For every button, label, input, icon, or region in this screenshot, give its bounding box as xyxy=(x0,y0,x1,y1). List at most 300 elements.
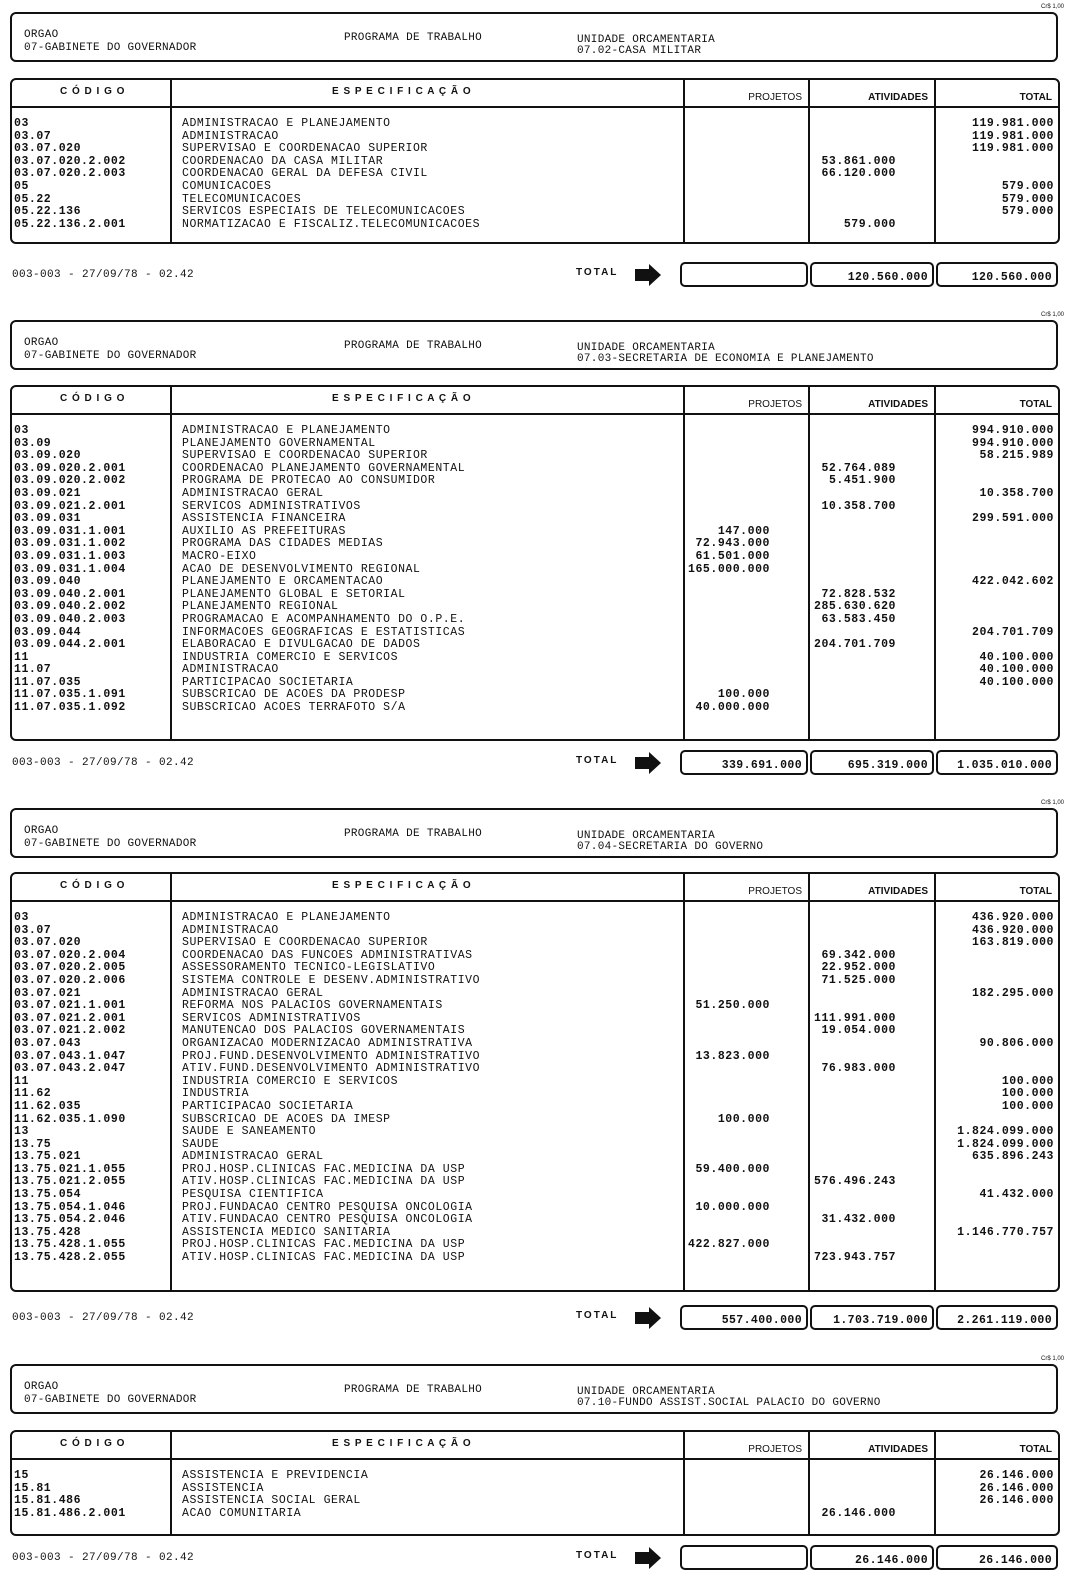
table-row xyxy=(12,627,1058,640)
table-row xyxy=(12,488,1058,501)
row-code: 03.07.020.2.003 xyxy=(14,167,126,181)
row-total: 994.910.000 xyxy=(972,436,1054,450)
total-projetos: 339.691.000 xyxy=(680,750,808,775)
row-specification: SERVICOS ADMINISTRATIVOS xyxy=(182,1011,361,1025)
table-row xyxy=(12,1013,1058,1026)
unidade-label: UNIDADE ORCAMENTARIA xyxy=(577,830,716,842)
table-row xyxy=(12,1214,1058,1227)
row-code: 15 xyxy=(14,1469,29,1482)
row-projetos: 165.000.000 xyxy=(688,562,770,576)
row-atividades: 71.525.000 xyxy=(821,973,896,987)
row-atividades: 576.496.243 xyxy=(814,1175,896,1189)
table-row xyxy=(12,1151,1058,1164)
table-header xyxy=(12,80,1058,108)
row-code: 03.07 xyxy=(14,129,52,143)
header-projetos: PROJETOS xyxy=(748,1444,802,1455)
row-specification: ASSISTENCIA MEDICO SANITARIA xyxy=(182,1225,391,1239)
footer-total-label: TOTAL xyxy=(576,755,619,766)
row-code: 13.75.428 xyxy=(14,1225,82,1239)
arrow-right-icon xyxy=(635,1307,661,1329)
row-specification: ADMINISTRACAO xyxy=(182,663,279,677)
row-code: 11.62 xyxy=(14,1087,52,1101)
row-code: 03.09.040.2.002 xyxy=(14,600,126,614)
row-specification: SUBSCRICAO DE ACOES DA IMESP xyxy=(182,1112,391,1126)
orgao-label: ORGAO xyxy=(24,1381,59,1393)
row-code: 11.07.035.1.091 xyxy=(14,688,126,702)
unidade-label: UNIDADE ORCAMENTARIA xyxy=(577,342,716,354)
row-code: 11 xyxy=(14,650,29,664)
row-code: 03 xyxy=(14,424,29,437)
total-footer xyxy=(0,750,1078,776)
row-code: 03.09.031.1.001 xyxy=(14,524,126,538)
table-row xyxy=(12,1164,1058,1177)
header-especificacao: E S P E C I F I C A Ç Ã O xyxy=(332,1438,472,1449)
currency-label: Cr$ 1,00 xyxy=(1040,800,1064,806)
header-atividades: ATIVIDADES xyxy=(868,1444,928,1455)
row-specification: INDUSTRIA xyxy=(182,1087,250,1101)
row-code: 03.09.021 xyxy=(14,486,82,500)
row-total: 40.100.000 xyxy=(979,663,1054,677)
row-projetos: 10.000.000 xyxy=(695,1200,770,1214)
row-atividades: 63.583.450 xyxy=(821,612,896,626)
row-total: 90.806.000 xyxy=(979,1036,1054,1050)
table-row xyxy=(12,601,1058,614)
row-code: 03.07.020.2.006 xyxy=(14,973,126,987)
row-specification: PLANEJAMENTO REGIONAL xyxy=(182,600,339,614)
row-specification: ATIV.HOSP.CLINICAS FAC.MEDICINA DA USP xyxy=(182,1251,466,1265)
row-projetos: 59.400.000 xyxy=(695,1162,770,1176)
row-code: 13.75.428.1.055 xyxy=(14,1238,126,1252)
footer-date: 003-003 - 27/09/78 - 02.42 xyxy=(12,269,195,281)
row-code: 03.07.020.2.002 xyxy=(14,154,126,168)
row-code: 05 xyxy=(14,179,29,193)
row-total: 579.000 xyxy=(1001,192,1054,206)
row-atividades: 53.861.000 xyxy=(821,154,896,168)
row-atividades: 723.943.757 xyxy=(814,1251,896,1265)
row-code: 03 xyxy=(14,911,29,924)
row-atividades: 5.451.900 xyxy=(828,474,896,488)
table-row xyxy=(12,513,1058,526)
row-specification: ADMINISTRACAO E PLANEJAMENTO xyxy=(182,424,391,437)
row-total: 579.000 xyxy=(1001,179,1054,193)
row-specification: ELABORACAO E DIVULGACAO DE DADOS xyxy=(182,638,421,652)
row-total: 436.920.000 xyxy=(972,911,1054,924)
table-row xyxy=(12,181,1058,194)
row-code: 03 xyxy=(14,117,29,130)
table-header xyxy=(12,874,1058,902)
row-code: 13.75.428.2.055 xyxy=(14,1251,126,1265)
table-row xyxy=(12,206,1058,219)
table-row xyxy=(12,1114,1058,1127)
row-total: 299.591.000 xyxy=(972,512,1054,526)
row-specification: ATIV.HOSP.CLINICAS FAC.MEDICINA DA USP xyxy=(182,1175,466,1189)
table-row xyxy=(12,589,1058,602)
row-code: 11.62.035.1.090 xyxy=(14,1112,126,1126)
row-specification: TELECOMUNICACOES xyxy=(182,192,302,206)
row-code: 11 xyxy=(14,1074,29,1088)
total-atividades: 26.146.000 xyxy=(810,1545,934,1570)
row-total: 40.100.000 xyxy=(979,650,1054,664)
row-code: 11.07.035.1.092 xyxy=(14,701,126,715)
table-row xyxy=(12,156,1058,169)
table-row xyxy=(12,438,1058,451)
row-total: 163.819.000 xyxy=(972,936,1054,950)
programa-label: PROGRAMA DE TRABALHO xyxy=(344,828,483,840)
row-code: 13.75.021.1.055 xyxy=(14,1162,126,1176)
row-total: 100.000 xyxy=(1001,1099,1054,1113)
table-body xyxy=(12,118,1058,231)
row-atividades: 69.342.000 xyxy=(821,948,896,962)
table-row xyxy=(12,564,1058,577)
row-atividades: 26.146.000 xyxy=(821,1506,896,1520)
total-total: 2.261.119.000 xyxy=(936,1305,1058,1330)
header-total: TOTAL xyxy=(1019,399,1052,410)
row-specification: PESQUISA CIENTIFICA xyxy=(182,1188,324,1202)
header-codigo: C Ó D I G O xyxy=(60,393,126,404)
row-projetos: 40.000.000 xyxy=(695,701,770,715)
row-total: 1.146.770.757 xyxy=(957,1225,1054,1239)
table-row xyxy=(12,194,1058,207)
row-specification: PLANEJAMENTO E ORCAMENTACAO xyxy=(182,575,384,589)
row-code: 03.07.020.2.005 xyxy=(14,961,126,975)
table-header xyxy=(12,387,1058,415)
table-row xyxy=(12,937,1058,950)
orgao-value: 07-GABINETE DO GOVERNADOR xyxy=(24,350,197,362)
row-specification: NORMATIZACAO E FISCALIZ.TELECOMUNICACOES xyxy=(182,217,481,231)
row-total: 40.100.000 xyxy=(979,675,1054,689)
row-code: 03.09.044.2.001 xyxy=(14,638,126,652)
row-total: 635.896.243 xyxy=(972,1150,1054,1164)
row-specification: MANUTENCAO DOS PALACIOS GOVERNAMENTAIS xyxy=(182,1024,466,1038)
table-row xyxy=(12,652,1058,665)
table-row xyxy=(12,950,1058,963)
row-code: 05.22.136 xyxy=(14,205,82,219)
row-projetos: 51.250.000 xyxy=(695,999,770,1013)
unidade-value: 07.04-SECRETARIA DO GOVERNO xyxy=(577,841,764,853)
row-specification: SISTEMA CONTROLE E DESENV.ADMINISTRATIVO xyxy=(182,973,481,987)
footer-date: 003-003 - 27/09/78 - 02.42 xyxy=(12,1552,195,1564)
budget-table xyxy=(10,872,1060,1292)
footer-total-label: TOTAL xyxy=(576,267,619,278)
table-row xyxy=(12,168,1058,181)
row-code: 03.07.043.1.047 xyxy=(14,1049,126,1063)
programa-label: PROGRAMA DE TRABALHO xyxy=(344,340,483,352)
row-projetos: 422.827.000 xyxy=(688,1238,770,1252)
table-row xyxy=(12,1088,1058,1101)
row-specification: PLANEJAMENTO GLOBAL E SETORIAL xyxy=(182,587,406,601)
unidade-label: UNIDADE ORCAMENTARIA xyxy=(577,34,716,46)
table-row xyxy=(12,551,1058,564)
row-specification: PROJ.HOSP.CLINICAS FAC.MEDICINA DA USP xyxy=(182,1238,466,1252)
header-total: TOTAL xyxy=(1019,886,1052,897)
row-specification: SERVICOS ESPECIAIS DE TELECOMUNICACOES xyxy=(182,205,466,219)
row-projetos: 61.501.000 xyxy=(695,549,770,563)
table-row xyxy=(12,1025,1058,1038)
unidade-label: UNIDADE ORCAMENTARIA xyxy=(577,1386,716,1398)
row-code: 13.75.054 xyxy=(14,1188,82,1202)
row-code: 15.81.486 xyxy=(14,1494,82,1508)
row-code: 03.07.020 xyxy=(14,142,82,156)
row-specification: SUPERVISAO E COORDENACAO SUPERIOR xyxy=(182,936,428,950)
table-body xyxy=(12,425,1058,715)
total-footer xyxy=(0,1305,1078,1331)
table-row xyxy=(12,689,1058,702)
row-total: 10.358.700 xyxy=(979,486,1054,500)
row-total: 26.146.000 xyxy=(979,1494,1054,1508)
currency-label: Cr$ 1,00 xyxy=(1040,4,1064,10)
table-row xyxy=(12,1483,1058,1496)
currency-label: Cr$ 1,00 xyxy=(1040,1356,1064,1362)
row-specification: AUXILIO AS PREFEITURAS xyxy=(182,524,346,538)
row-total: 119.981.000 xyxy=(972,117,1054,130)
total-total: 1.035.010.000 xyxy=(936,750,1058,775)
header-atividades: ATIVIDADES xyxy=(868,399,928,410)
row-atividades: 579.000 xyxy=(843,217,896,231)
row-atividades: 66.120.000 xyxy=(821,167,896,181)
table-row xyxy=(12,131,1058,144)
budget-table xyxy=(10,78,1060,244)
row-total: 119.981.000 xyxy=(972,129,1054,143)
row-specification: PROJ.HOSP.CLINICAS FAC.MEDICINA DA USP xyxy=(182,1162,466,1176)
header-total: TOTAL xyxy=(1019,1444,1052,1455)
row-specification: SAUDE E SANEAMENTO xyxy=(182,1125,317,1139)
row-specification: INDUSTRIA COMERCIO E SERVICOS xyxy=(182,1074,399,1088)
section-header xyxy=(10,320,1058,370)
table-row xyxy=(12,912,1058,925)
row-code: 13.75.021 xyxy=(14,1150,82,1164)
row-specification: PROJ.FUND.DESENVOLVIMENTO ADMINISTRATIVO xyxy=(182,1049,481,1063)
table-header xyxy=(12,1432,1058,1460)
row-code: 03.09.020.2.002 xyxy=(14,474,126,488)
orgao-label: ORGAO xyxy=(24,29,59,41)
row-code: 15.81 xyxy=(14,1481,52,1495)
footer-date: 003-003 - 27/09/78 - 02.42 xyxy=(12,757,195,769)
row-total: 26.146.000 xyxy=(979,1469,1054,1482)
row-specification: PROGRAMA DAS CIDADES MEDIAS xyxy=(182,537,384,551)
table-row xyxy=(12,118,1058,131)
table-row xyxy=(12,526,1058,539)
row-atividades: 31.432.000 xyxy=(821,1213,896,1227)
row-code: 15.81.486.2.001 xyxy=(14,1506,126,1520)
header-codigo: C Ó D I G O xyxy=(60,86,126,97)
row-atividades: 111.991.000 xyxy=(814,1011,896,1025)
row-projetos: 147.000 xyxy=(717,524,770,538)
row-specification: SUBSCRICAO DE ACOES DA PRODESP xyxy=(182,688,406,702)
row-specification: MACRO-EIXO xyxy=(182,549,257,563)
table-row xyxy=(12,1126,1058,1139)
row-code: 03.09.040 xyxy=(14,575,82,589)
currency-label: Cr$ 1,00 xyxy=(1040,312,1064,318)
unidade-value: 07.10-FUNDO ASSIST.SOCIAL PALACIO DO GOVERNO xyxy=(577,1397,881,1409)
row-code: 03.09.031 xyxy=(14,512,82,526)
row-projetos: 100.000 xyxy=(717,688,770,702)
table-row xyxy=(12,925,1058,938)
total-projetos: 557.400.000 xyxy=(680,1305,808,1330)
row-total: 422.042.602 xyxy=(972,575,1054,589)
row-specification: COMUNICACOES xyxy=(182,179,272,193)
row-specification: ORGANIZACAO MODERNIZACAO ADMINISTRATIVA xyxy=(182,1036,473,1050)
row-specification: REFORMA NOS PALACIOS GOVERNAMENTAIS xyxy=(182,999,443,1013)
row-specification: COORDENACAO PLANEJAMENTO GOVERNAMENTAL xyxy=(182,461,466,475)
row-code: 03.09.020 xyxy=(14,449,82,463)
table-row xyxy=(12,975,1058,988)
total-atividades: 695.319.000 xyxy=(810,750,934,775)
table-row xyxy=(12,143,1058,156)
footer-total-label: TOTAL xyxy=(576,1310,619,1321)
row-atividades: 10.358.700 xyxy=(821,499,896,513)
table-body xyxy=(12,1470,1058,1520)
row-atividades: 76.983.000 xyxy=(821,1062,896,1076)
row-code: 11.07 xyxy=(14,663,52,677)
table-row xyxy=(12,962,1058,975)
row-total: 100.000 xyxy=(1001,1087,1054,1101)
total-footer xyxy=(0,1545,1078,1571)
row-code: 03.09 xyxy=(14,436,52,450)
arrow-right-icon xyxy=(635,264,661,286)
row-code: 13.75.054.1.046 xyxy=(14,1200,126,1214)
orgao-value: 07-GABINETE DO GOVERNADOR xyxy=(24,838,197,850)
row-atividades: 72.828.532 xyxy=(821,587,896,601)
row-code: 03.09.031.1.003 xyxy=(14,549,126,563)
table-row xyxy=(12,1038,1058,1051)
row-code: 05.22 xyxy=(14,192,52,206)
table-row xyxy=(12,1189,1058,1202)
table-row xyxy=(12,463,1058,476)
row-total: 436.920.000 xyxy=(972,923,1054,937)
row-code: 03.09.040.2.001 xyxy=(14,587,126,601)
row-specification: ADMINISTRACAO GERAL xyxy=(182,486,324,500)
orgao-label: ORGAO xyxy=(24,825,59,837)
row-specification: INFORMACOES GEOGRAFICAS E ESTATISTICAS xyxy=(182,625,466,639)
table-row xyxy=(12,501,1058,514)
header-especificacao: E S P E C I F I C A Ç Ã O xyxy=(332,86,472,97)
footer-total-label: TOTAL xyxy=(576,1550,619,1561)
total-total: 120.560.000 xyxy=(936,262,1058,287)
row-specification: PARTICIPACAO SOCIETARIA xyxy=(182,675,354,689)
section-header xyxy=(10,12,1058,62)
total-projetos xyxy=(680,262,808,287)
row-specification: ADMINISTRACAO E PLANEJAMENTO xyxy=(182,911,391,924)
table-row xyxy=(12,664,1058,677)
budget-table xyxy=(10,1430,1060,1536)
header-especificacao: E S P E C I F I C A Ç Ã O xyxy=(332,393,472,404)
row-code: 03.07.021.2.001 xyxy=(14,1011,126,1025)
row-specification: ATIV.FUND.DESENVOLVIMENTO ADMINISTRATIVO xyxy=(182,1062,481,1076)
table-row xyxy=(12,475,1058,488)
row-specification: PROGRAMACAO E ACOMPANHAMENTO DO O.P.E. xyxy=(182,612,466,626)
row-specification: ASSISTENCIA xyxy=(182,1481,264,1495)
row-code: 03.09.021.2.001 xyxy=(14,499,126,513)
row-specification: SERVICOS ADMINISTRATIVOS xyxy=(182,499,361,513)
programa-label: PROGRAMA DE TRABALHO xyxy=(344,1384,483,1396)
table-row xyxy=(12,1176,1058,1189)
orgao-value: 07-GABINETE DO GOVERNADOR xyxy=(24,42,197,54)
row-code: 03.09.040.2.003 xyxy=(14,612,126,626)
total-atividades: 1.703.719.000 xyxy=(810,1305,934,1330)
table-row xyxy=(12,538,1058,551)
arrow-right-icon xyxy=(635,752,661,774)
table-row xyxy=(12,1508,1058,1521)
total-total: 26.146.000 xyxy=(936,1545,1058,1570)
row-specification: ASSISTENCIA SOCIAL GERAL xyxy=(182,1494,361,1508)
row-specification: SUPERVISAO E COORDENACAO SUPERIOR xyxy=(182,449,428,463)
row-specification: ADMINISTRACAO xyxy=(182,129,279,143)
row-total: 579.000 xyxy=(1001,205,1054,219)
row-code: 03.09.020.2.001 xyxy=(14,461,126,475)
row-atividades: 285.630.620 xyxy=(814,600,896,614)
row-specification: PLANEJAMENTO GOVERNAMENTAL xyxy=(182,436,376,450)
total-atividades: 120.560.000 xyxy=(810,262,934,287)
header-total: TOTAL xyxy=(1019,92,1052,103)
header-projetos: PROJETOS xyxy=(748,886,802,897)
header-especificacao: E S P E C I F I C A Ç Ã O xyxy=(332,880,472,891)
row-total: 100.000 xyxy=(1001,1074,1054,1088)
row-code: 03.07.043.2.047 xyxy=(14,1062,126,1076)
table-row xyxy=(12,425,1058,438)
table-row xyxy=(12,450,1058,463)
row-code: 03.07.021 xyxy=(14,986,82,1000)
table-body xyxy=(12,912,1058,1265)
row-code: 03.07 xyxy=(14,923,52,937)
table-row xyxy=(12,1076,1058,1089)
row-code: 13 xyxy=(14,1125,29,1139)
programa-label: PROGRAMA DE TRABALHO xyxy=(344,32,483,44)
row-code: 03.07.043 xyxy=(14,1036,82,1050)
table-row xyxy=(12,614,1058,627)
table-row xyxy=(12,1063,1058,1076)
row-code: 13.75 xyxy=(14,1137,52,1151)
table-row xyxy=(12,702,1058,715)
footer-date: 003-003 - 27/09/78 - 02.42 xyxy=(12,1312,195,1324)
budget-table xyxy=(10,385,1060,741)
row-specification: PROJ.FUNDACAO CENTRO PESQUISA ONCOLOGIA xyxy=(182,1200,473,1214)
row-total: 204.701.709 xyxy=(972,625,1054,639)
orgao-value: 07-GABINETE DO GOVERNADOR xyxy=(24,1394,197,1406)
header-atividades: ATIVIDADES xyxy=(868,92,928,103)
header-codigo: C Ó D I G O xyxy=(60,880,126,891)
row-code: 05.22.136.2.001 xyxy=(14,217,126,231)
row-code: 03.07.020 xyxy=(14,936,82,950)
row-specification: COORDENACAO DAS FUNCOES ADMINISTRATIVAS xyxy=(182,948,473,962)
row-code: 03.07.020.2.004 xyxy=(14,948,126,962)
row-specification: ADMINISTRACAO GERAL xyxy=(182,986,324,1000)
header-projetos: PROJETOS xyxy=(748,399,802,410)
row-specification: INDUSTRIA COMERCIO E SERVICOS xyxy=(182,650,399,664)
header-projetos: PROJETOS xyxy=(748,92,802,103)
header-codigo: C Ó D I G O xyxy=(60,1438,126,1449)
row-specification: ASSESSORAMENTO TECNICO-LEGISLATIVO xyxy=(182,961,436,975)
row-total: 41.432.000 xyxy=(979,1188,1054,1202)
table-row xyxy=(12,1239,1058,1252)
table-row xyxy=(12,1139,1058,1152)
row-projetos: 13.823.000 xyxy=(695,1049,770,1063)
row-specification: ACAO DE DESENVOLVIMENTO REGIONAL xyxy=(182,562,421,576)
row-specification: ATIV.FUNDACAO CENTRO PESQUISA ONCOLOGIA xyxy=(182,1213,473,1227)
row-code: 11.07.035 xyxy=(14,675,82,689)
unidade-value: 07.03-SECRETARIA DE ECONOMIA E PLANEJAMENTO xyxy=(577,353,874,365)
row-specification: SUPERVISAO E COORDENACAO SUPERIOR xyxy=(182,142,428,156)
row-code: 13.75.021.2.055 xyxy=(14,1175,126,1189)
row-specification: ADMINISTRACAO xyxy=(182,923,279,937)
row-total: 1.824.099.000 xyxy=(957,1137,1054,1151)
row-total: 994.910.000 xyxy=(972,424,1054,437)
arrow-right-icon xyxy=(635,1547,661,1569)
row-atividades: 52.764.089 xyxy=(821,461,896,475)
row-code: 03.09.031.1.002 xyxy=(14,537,126,551)
section-header xyxy=(10,808,1058,858)
row-specification: ADMINISTRACAO E PLANEJAMENTO xyxy=(182,117,391,130)
row-specification: ACAO COMUNITARIA xyxy=(182,1506,302,1520)
